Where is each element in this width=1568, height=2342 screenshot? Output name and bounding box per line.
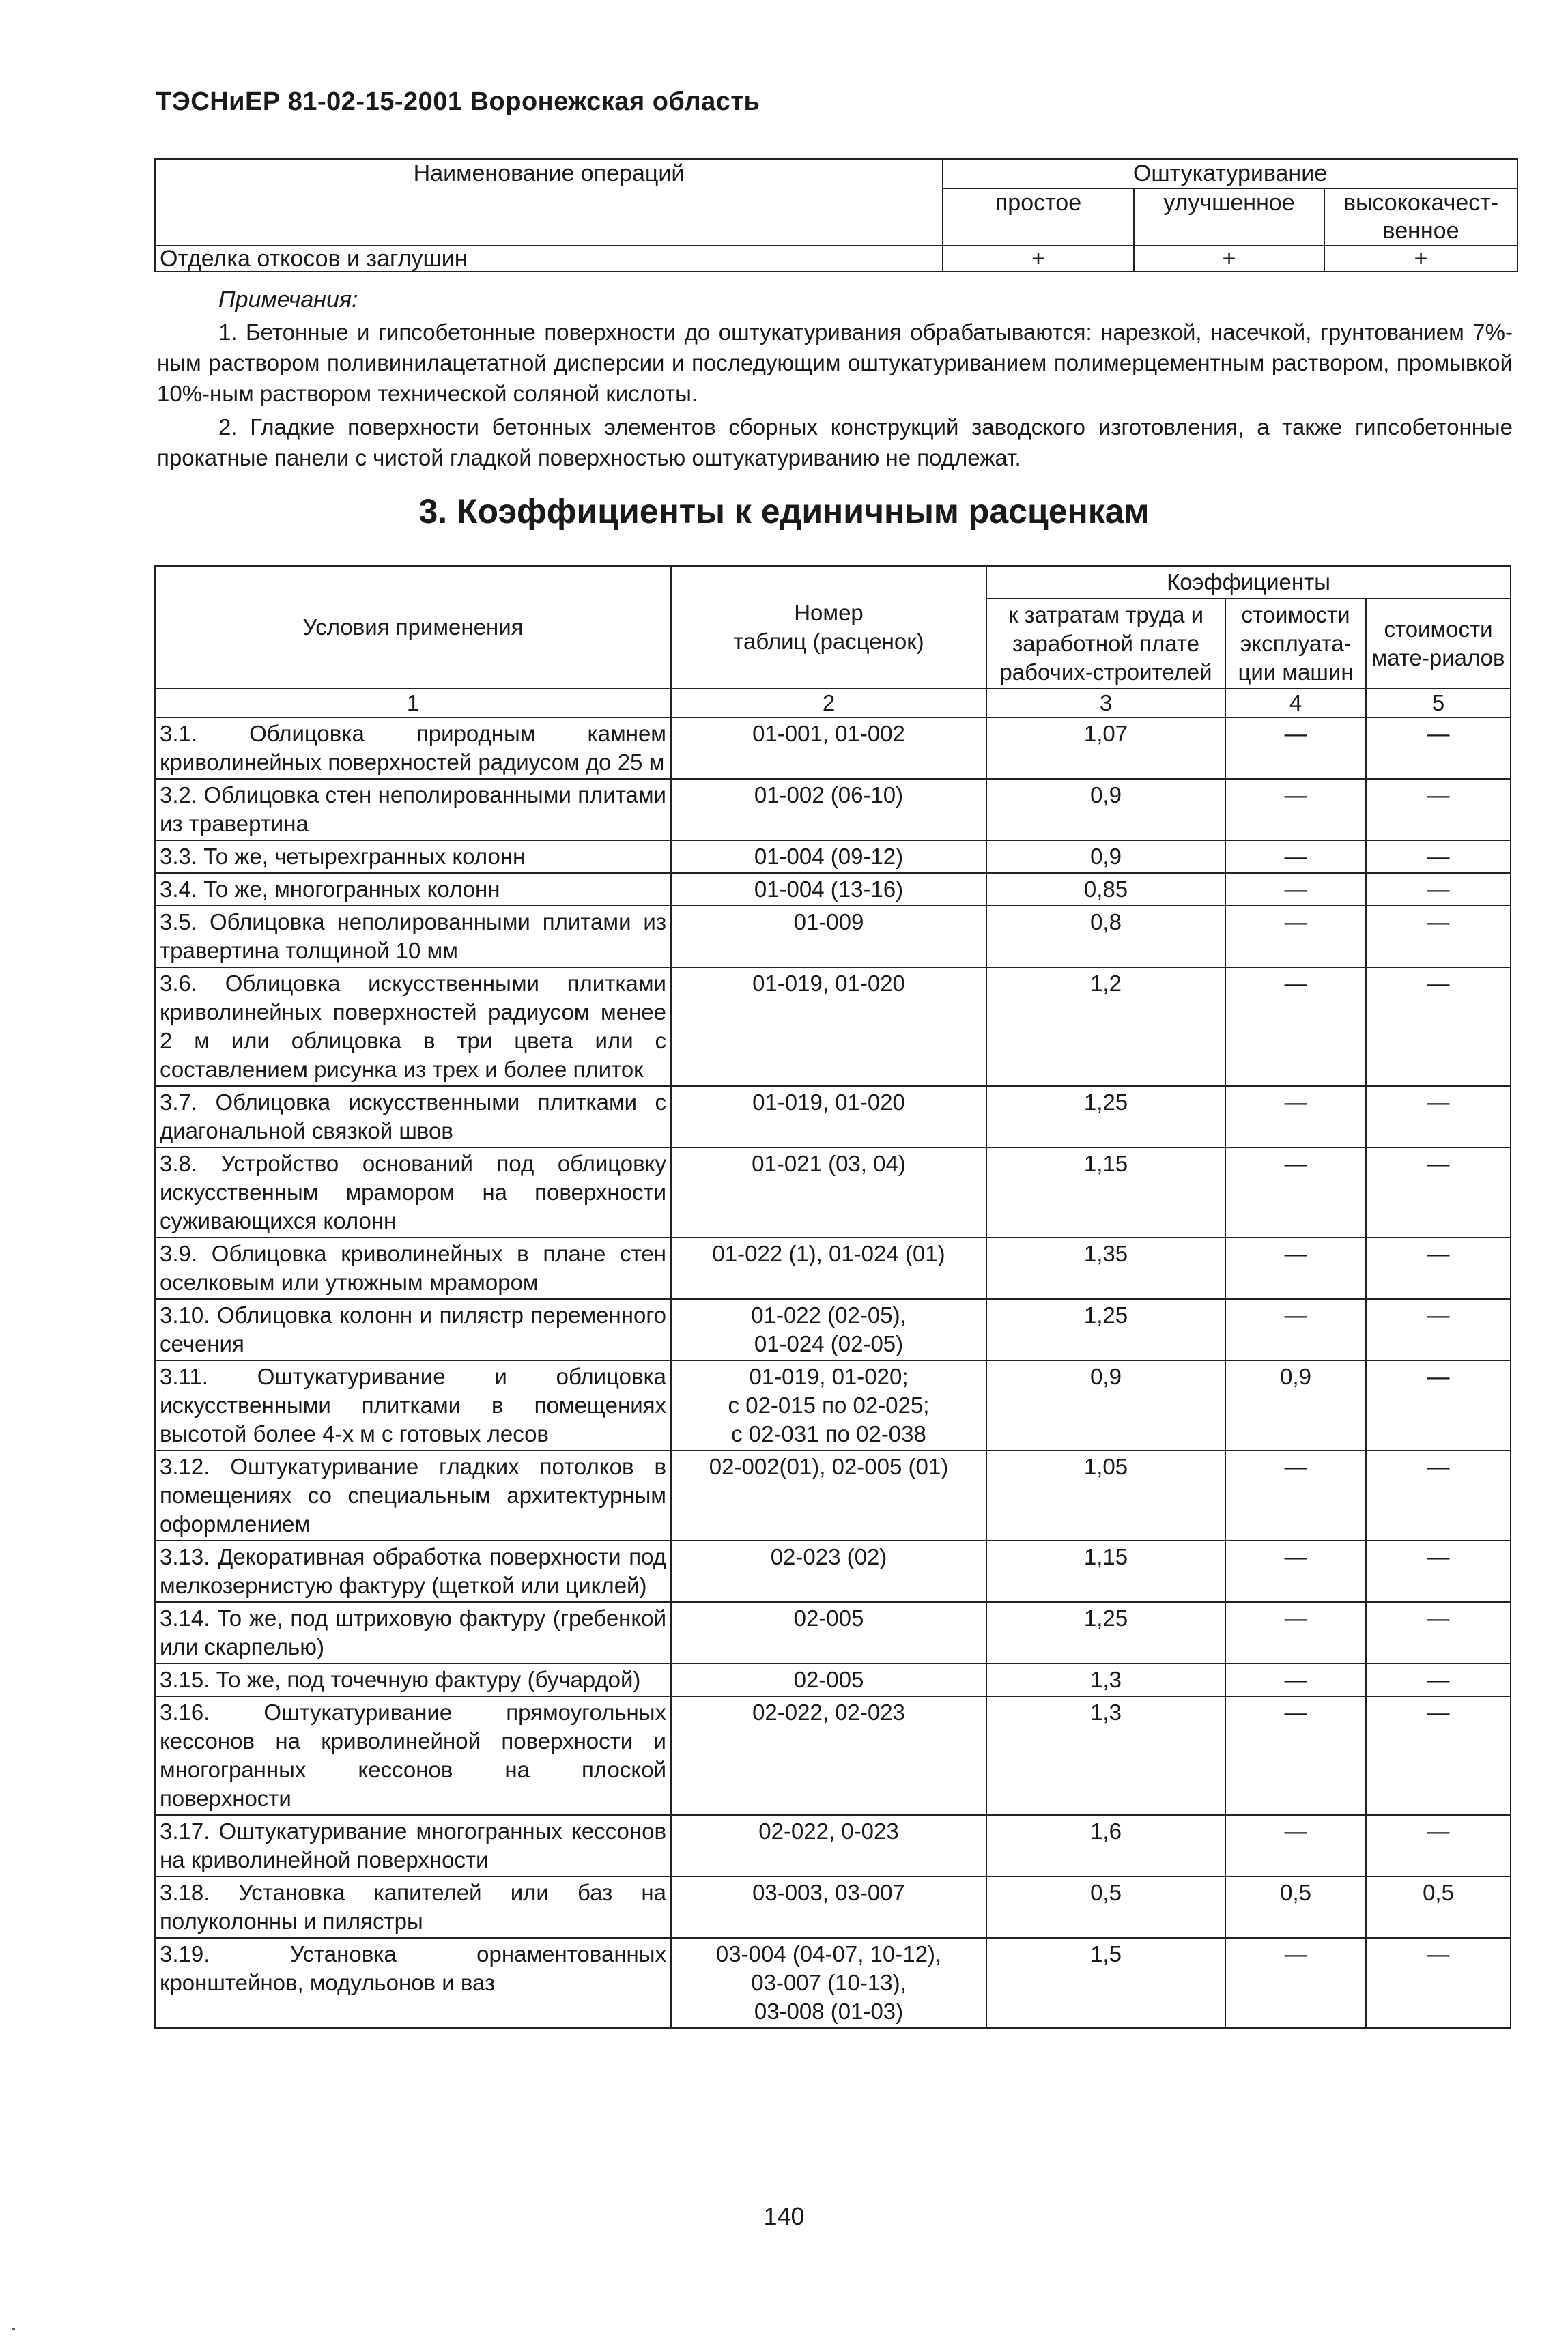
plastering-table — [154, 158, 1518, 272]
col-improved-header: улучшенное — [1134, 188, 1324, 246]
row-description: 3.18. Установка капителей или баз на полуколонны и пилястры — [155, 1876, 671, 1938]
row-description: 3.14. То же, под штриховую фактуру (гребенкой или скарпелью) — [155, 1602, 671, 1663]
row-machines-coefficient: — — [1225, 1238, 1366, 1299]
row-description: 3.15. То же, под точечную фактуру (бучардой) — [155, 1663, 671, 1696]
row-description: 3.4. То же, многогранных колонн — [155, 873, 671, 906]
row-table-number: 01-019, 01-020; с 02-015 по 02-025; с 02-031 по 02-038 — [671, 1360, 986, 1451]
row-machines-coefficient: — — [1225, 906, 1366, 967]
row-table-number: 01-001, 01-002 — [671, 717, 986, 779]
row-machines-coefficient: — — [1225, 1696, 1366, 1815]
materials-coefficient-header: стоимости мате-риалов — [1366, 599, 1511, 689]
row-table-number: 01-002 (06-10) — [671, 779, 986, 840]
row-materials-coefficient: — — [1366, 1602, 1511, 1663]
row-description: 3.11. Оштукатуривание и облицовка искусственными плитками в помещениях высотой более 4-х м с готовых лесов — [155, 1360, 671, 1451]
row-table-number: 03-003, 03-007 — [671, 1876, 986, 1938]
row-table-number: 01-021 (03, 04) — [671, 1147, 986, 1238]
row-table-number: 02-002(01), 02-005 (01) — [671, 1451, 986, 1541]
row-table-number: 02-023 (02) — [671, 1541, 986, 1602]
row-high-quality-mark: + — [1324, 246, 1517, 272]
table-number-header: Номер таблиц (расценок) — [671, 566, 986, 689]
row-machines-coefficient: — — [1225, 717, 1366, 779]
row-materials-coefficient: — — [1366, 1451, 1511, 1541]
row-materials-coefficient: — — [1366, 1238, 1511, 1299]
row-description: 3.5. Облицовка неполированными плитами из травертина толщиной 10 мм — [155, 906, 671, 967]
row-labor-coefficient: 1,07 — [986, 717, 1225, 779]
row-labor-coefficient: 1,5 — [986, 1938, 1225, 2028]
coefficients-table — [154, 565, 1511, 2029]
section-title: 3. Коэффициенты к единичным расценкам — [418, 492, 1150, 530]
row-description: 3.6. Облицовка искусственными плитками криволинейных поверхностей радиусом менее 2 м или облицовка в три цвета или с составлением рисунка из трех и более плиток — [155, 967, 671, 1086]
notes-block — [157, 317, 1513, 476]
row-description: 3.3. То же, четырехгранных колонн — [155, 840, 671, 873]
row-labor-coefficient: 0,5 — [986, 1876, 1225, 1938]
row-labor-coefficient: 1,25 — [986, 1086, 1225, 1147]
row-description: 3.17. Оштукатуривание многогранных кессонов на криволинейной поверхности — [155, 1815, 671, 1876]
row-labor-coefficient: 0,9 — [986, 779, 1225, 840]
col-high-quality-header: высококачест- венное — [1324, 188, 1517, 246]
row-table-number: 01-004 (13-16) — [671, 873, 986, 906]
row-machines-coefficient: — — [1225, 1602, 1366, 1663]
row-machines-coefficient: 0,5 — [1225, 1876, 1366, 1938]
row-labor-coefficient: 1,3 — [986, 1696, 1225, 1815]
row-improved-mark: + — [1134, 246, 1324, 272]
row-table-number: 01-022 (02-05), 01-024 (02-05) — [671, 1299, 986, 1360]
machines-coefficient-header: стоимости эксплуата-ции машин — [1225, 599, 1366, 689]
row-machines-coefficient: — — [1225, 1299, 1366, 1360]
row-materials-coefficient: 0,5 — [1366, 1876, 1511, 1938]
row-labor-coefficient: 0,9 — [986, 840, 1225, 873]
page-number: 140 — [763, 2202, 805, 2230]
table-row — [155, 1541, 1511, 1602]
labor-coefficient-header: к затратам труда и заработной плате рабочих-строителей — [986, 599, 1225, 689]
row-table-number: 01-019, 01-020 — [671, 967, 986, 1086]
row-materials-coefficient: — — [1366, 1299, 1511, 1360]
row-description: 3.1. Облицовка природным камнем криволинейных поверхностей радиусом до 25 м — [155, 717, 671, 779]
table-row — [155, 1086, 1511, 1147]
note-2: 2. Гладкие поверхности бетонных элементов сборных конструкций заводского изготовления, а также гипсобетонные прокатные панели с чистой гладкой поверхностью оштукатуриванию не подлежат. — [157, 414, 1513, 470]
row-labor-coefficient: 1,25 — [986, 1602, 1225, 1663]
row-table-number: 01-022 (1), 01-024 (01) — [671, 1238, 986, 1299]
row-machines-coefficient: — — [1225, 1086, 1366, 1147]
table-row — [155, 1360, 1511, 1451]
row-machines-coefficient: — — [1225, 840, 1366, 873]
row-machines-coefficient: — — [1225, 1938, 1366, 2028]
row-simple-mark: + — [943, 246, 1134, 272]
row-machines-coefficient: — — [1225, 1541, 1366, 1602]
row-materials-coefficient: — — [1366, 906, 1511, 967]
row-materials-coefficient: — — [1366, 1938, 1511, 2028]
scan-artifact — [12, 2328, 15, 2330]
row-machines-coefficient: — — [1225, 967, 1366, 1086]
column-number: 1 — [155, 689, 671, 717]
column-number: 5 — [1366, 689, 1511, 717]
row-table-number: 03-004 (04-07, 10-12), 03-007 (10-13), 03-008 (01-03) — [671, 1938, 986, 2028]
row-table-number: 01-004 (09-12) — [671, 840, 986, 873]
row-labor-coefficient: 0,9 — [986, 1360, 1225, 1451]
row-table-number: 02-005 — [671, 1602, 986, 1663]
row-operation-label: Отделка откосов и заглушин — [155, 246, 943, 272]
row-machines-coefficient: — — [1225, 1663, 1366, 1696]
col-simple-header: простое — [943, 188, 1134, 246]
column-number: 2 — [671, 689, 986, 717]
row-machines-coefficient: — — [1225, 1147, 1366, 1238]
row-machines-coefficient: — — [1225, 1451, 1366, 1541]
col-operation-header: Наименование операций — [155, 159, 943, 246]
row-description: 3.19. Установка орнаментованных кронштейнов, модульонов и ваз — [155, 1938, 671, 2028]
row-labor-coefficient: 1,3 — [986, 1663, 1225, 1696]
row-labor-coefficient: 1,15 — [986, 1541, 1225, 1602]
row-description: 3.13. Декоративная обработка поверхности под мелкозернистую фактуру (щеткой или циклей) — [155, 1541, 671, 1602]
row-labor-coefficient: 1,15 — [986, 1147, 1225, 1238]
table-row — [155, 906, 1511, 967]
row-machines-coefficient: — — [1225, 1815, 1366, 1876]
coefficients-table-body — [155, 717, 1511, 2028]
row-labor-coefficient: 1,35 — [986, 1238, 1225, 1299]
row-materials-coefficient: — — [1366, 1360, 1511, 1451]
table-row — [155, 873, 1511, 906]
row-machines-coefficient: 0,9 — [1225, 1360, 1366, 1451]
conditions-header: Условия применения — [155, 566, 671, 689]
table-row — [155, 1815, 1511, 1876]
row-table-number: 02-005 — [671, 1663, 986, 1696]
row-machines-coefficient: — — [1225, 779, 1366, 840]
row-description: 3.7. Облицовка искусственными плитками с диагональной связкой швов — [155, 1086, 671, 1147]
row-materials-coefficient: — — [1366, 1541, 1511, 1602]
table-row — [155, 1147, 1511, 1238]
table-row — [155, 1238, 1511, 1299]
table-row — [155, 1876, 1511, 1938]
row-labor-coefficient: 1,25 — [986, 1299, 1225, 1360]
col-plastering-header: Оштукатуривание — [943, 159, 1517, 188]
table-row — [155, 779, 1511, 840]
table-row — [155, 1602, 1511, 1663]
row-labor-coefficient: 1,05 — [986, 1451, 1225, 1541]
row-materials-coefficient: — — [1366, 1815, 1511, 1876]
row-description: 3.8. Устройство оснований под облицовку искусственным мрамором на поверхности суживающихся колонн — [155, 1147, 671, 1238]
row-materials-coefficient: — — [1366, 1663, 1511, 1696]
table-row — [155, 1299, 1511, 1360]
row-description: 3.16. Оштукатуривание прямоугольных кессонов на криволинейной поверхности и многогранных кессонов на плоской поверхности — [155, 1696, 671, 1815]
row-materials-coefficient: — — [1366, 840, 1511, 873]
note-1: 1. Бетонные и гипсобетонные поверхности до оштукатуривания обрабатываются: нарезкой, насечкой, грунтованием 7%-ным раствором поливинилацетатной дисперсии и последующим оштукатуриванием полимерцементным раствором, промывкой 10%-ным раствором технической соляной кислоты. — [157, 319, 1513, 406]
row-materials-coefficient: — — [1366, 1696, 1511, 1815]
row-description: 3.12. Оштукатуривание гладких потолков в помещениях со специальным архитектурным оформлением — [155, 1451, 671, 1541]
row-materials-coefficient: — — [1366, 1086, 1511, 1147]
notes-title: Примечания: — [218, 287, 358, 313]
row-labor-coefficient: 0,85 — [986, 873, 1225, 906]
document-header: ТЭСНиЕР 81-02-15-2001 Воронежская область — [156, 87, 760, 116]
table-row — [155, 717, 1511, 779]
table-row — [155, 1663, 1511, 1696]
row-materials-coefficient: — — [1366, 717, 1511, 779]
table-row — [155, 1451, 1511, 1541]
row-table-number: 01-009 — [671, 906, 986, 967]
row-table-number: 02-022, 02-023 — [671, 1696, 986, 1815]
table-row — [155, 967, 1511, 1086]
row-labor-coefficient: 1,6 — [986, 1815, 1225, 1876]
row-machines-coefficient: — — [1225, 873, 1366, 906]
row-description: 3.2. Облицовка стен неполированными плитами из травертина — [155, 779, 671, 840]
table-row — [155, 840, 1511, 873]
column-number: 3 — [986, 689, 1225, 717]
row-description: 3.10. Облицовка колонн и пилястр переменного сечения — [155, 1299, 671, 1360]
table-row — [155, 1938, 1511, 2028]
table-row — [155, 1696, 1511, 1815]
coefficients-header: Коэффициенты — [986, 566, 1511, 599]
row-materials-coefficient: — — [1366, 967, 1511, 1086]
row-table-number: 01-019, 01-020 — [671, 1086, 986, 1147]
row-materials-coefficient: — — [1366, 1147, 1511, 1238]
row-description: 3.9. Облицовка криволинейных в плане стен оселковым или утюжным мрамором — [155, 1238, 671, 1299]
row-labor-coefficient: 0,8 — [986, 906, 1225, 967]
row-materials-coefficient: — — [1366, 873, 1511, 906]
column-number: 4 — [1225, 689, 1366, 717]
row-materials-coefficient: — — [1366, 779, 1511, 840]
row-table-number: 02-022, 0-023 — [671, 1815, 986, 1876]
row-labor-coefficient: 1,2 — [986, 967, 1225, 1086]
